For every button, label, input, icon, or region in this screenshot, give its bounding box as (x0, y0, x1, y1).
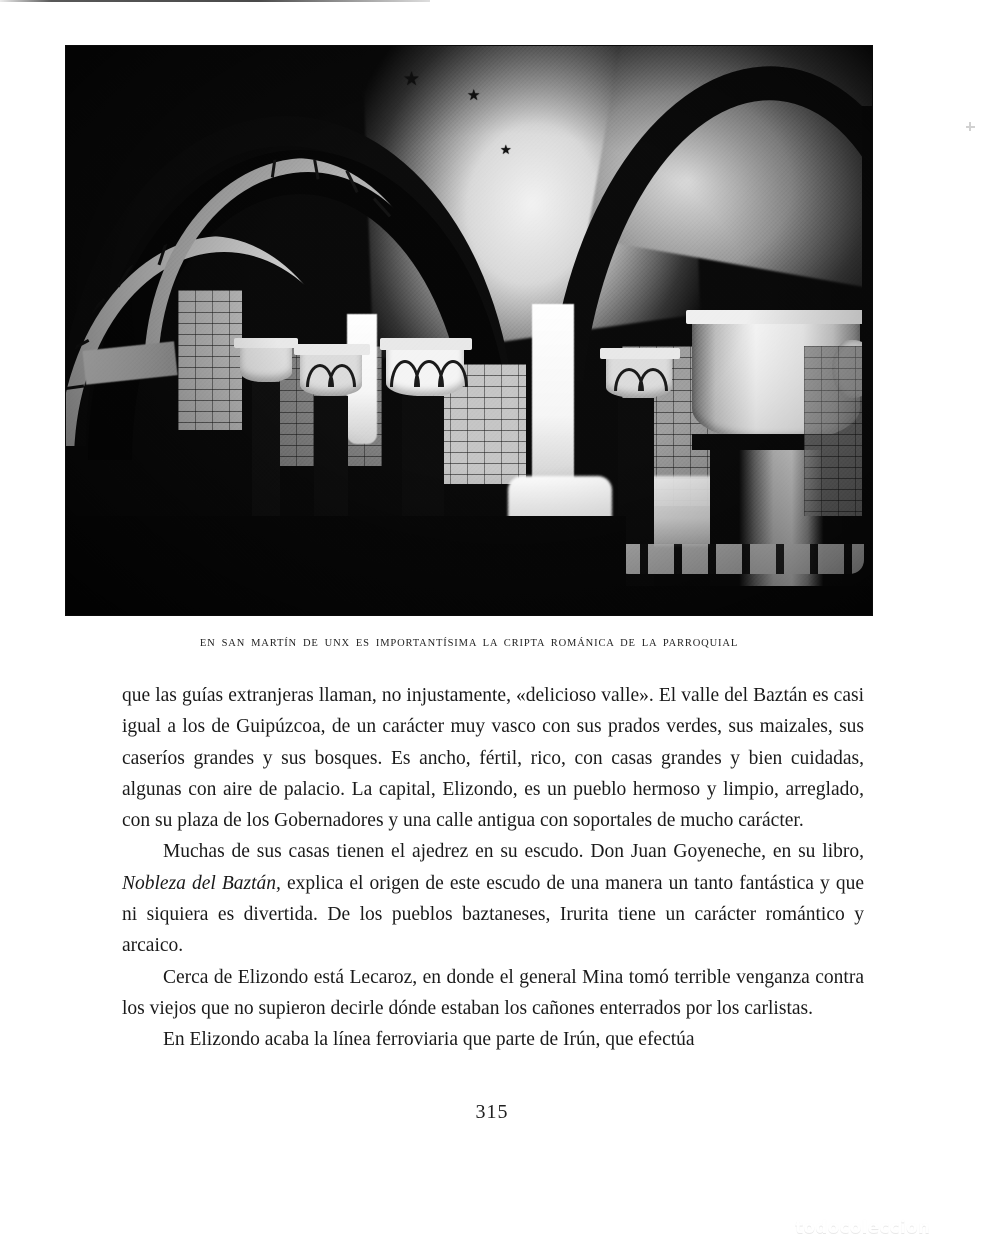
figure-caption: EN SAN MARTÍN DE UNX ES IMPORTANTÍSIMA LA CRIPTA ROMÁNICA DE LA PARROQUIAL (199, 638, 739, 649)
foreground-pier-abacus (686, 310, 868, 324)
column-abacus-1 (234, 338, 298, 348)
paragraph-3: Cerca de Elizondo está Lecaroz, en donde el general Mina tomó terrible venganza contra los viejos que no supieron decirle dónde estaban los cañones enterrados por los carlistas. (122, 966, 864, 1019)
scan-speck-artifact (966, 122, 976, 132)
photo-foreground-shadow (66, 516, 626, 615)
right-background-wall (804, 346, 862, 516)
paragraph-2-after-title: explica el origen de este escudo de una manera un tanto fantástica y que ni siquiera es divertida. De los pueblos baztaneses, Irurita tiene un carácter romántico y arcaico. (122, 872, 864, 957)
page-number: 315 (475, 1101, 509, 1123)
photo-foreground-shadow-right (626, 586, 872, 615)
column-abacus-3 (380, 338, 472, 350)
book-title-nobleza-del-baztan: Nobleza del Baztán, (122, 872, 281, 894)
body-text-column (122, 680, 864, 1056)
column-abacus-2 (294, 344, 370, 355)
corbel-row (614, 544, 864, 574)
crypt-photograph (66, 46, 872, 615)
paragraph-2-before-title: Muchas de sus casas tienen el ajedrez en su escudo. Don Juan Goyeneche, en su libro, (162, 841, 864, 863)
paragraph-1: que las guías extranjeras llaman, no injustamente, «delicioso valle». El valle del Baztán es casi igual a los de Guipúzcoa, de un carácter muy vasco con sus prados verdes, sus maizales, sus caseríos grandes y sus bosques. Es ancho, fértil, rico, con casas grandes y bien cuidadas, algunas con aire de palacio. La capital, Elizondo, es un pueblo hermoso y limpio, arreglado, con su plaza de los Gobernadores y una calle antigua con soportales de mucho carácter. (122, 685, 864, 832)
paragraph-2 (122, 836, 864, 961)
light-shaft-center (532, 304, 574, 489)
site-watermark: todocoleccion (795, 1218, 931, 1238)
paragraph-4: En Elizondo acaba la línea ferroviaria que parte de Irún, que efectúa (162, 1029, 695, 1051)
scan-top-edge-artifact (0, 0, 430, 2)
masonry-wall-far-right (178, 290, 242, 430)
column-capital-1 (240, 344, 292, 382)
right-pier-mass (862, 106, 872, 615)
column-abacus-4 (600, 348, 680, 359)
